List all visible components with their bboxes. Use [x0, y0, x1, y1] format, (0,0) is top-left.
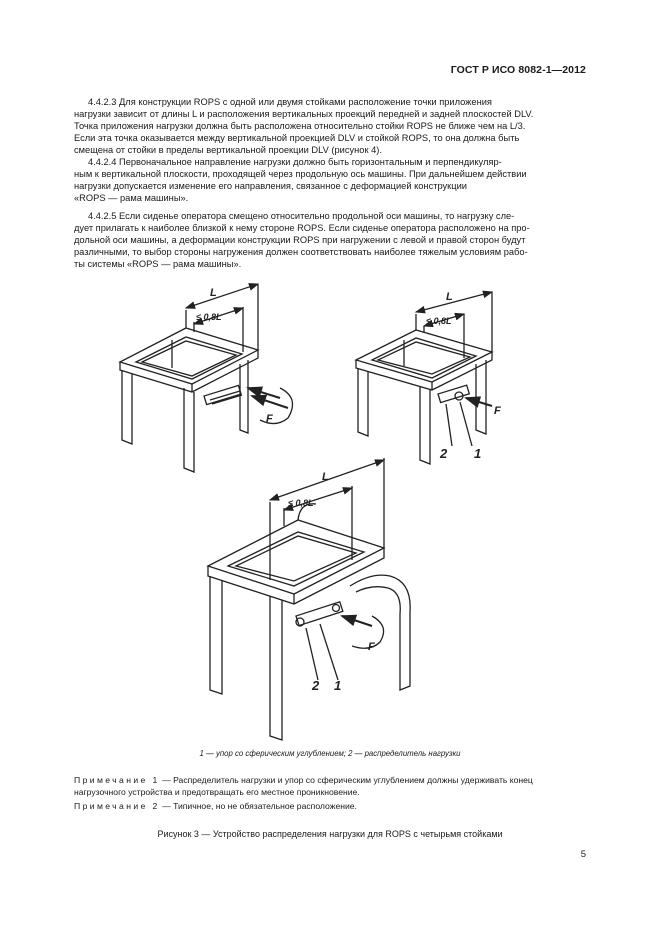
label-item1-b: 1	[474, 446, 482, 461]
label-length-c: L	[322, 471, 329, 483]
figure-legend: 1 — упор со сферическим углублением; 2 — распределитель нагрузки	[199, 749, 461, 758]
note-1	[74, 774, 586, 798]
text-line: 4.4.2.4 Первоначальное направление нагрузки должно быть горизонтальным и перпендикуляр-	[88, 157, 502, 167]
note-2-text: — Типичное, но не обязательное расположение.	[159, 801, 357, 811]
rops-drawing-c	[208, 358, 410, 740]
text-line: 4.4.2.3 Для конструкции ROPS с одной или двумя стойками расположение точки приложения	[88, 97, 492, 107]
label-item1-c: 1	[334, 678, 342, 693]
label-length-b: L	[446, 291, 453, 303]
label-force-b: F	[494, 405, 501, 417]
rops-drawing-b	[356, 292, 492, 464]
paragraph-4-4-2-3	[74, 96, 586, 156]
text-line: различными, то выбор стороны нагружения должен соответствовать наиболее тяжелым условиям рабо-	[74, 247, 528, 257]
paragraph-4-4-2-5	[74, 210, 586, 270]
label-offset-c: ≤ 0,8L	[288, 498, 314, 508]
label-length-a: L	[210, 287, 217, 299]
standard-header: ГОСТ Р ИСО 8082-1—2012	[450, 64, 586, 76]
text-line: Точка приложения нагрузки должна быть расположена относительно стойки ROPS не ближе чем на L/3.	[74, 121, 526, 131]
text-line: ным к вертикальной плоскости, проходящей через продольную ось машины. При дальнейшем действии	[74, 169, 527, 179]
label-offset-b: ≤ 0,8L	[426, 316, 452, 326]
text-line: нагрузки допускается изменение его направления, связанное с деформацией конструкции	[74, 181, 467, 191]
note-1-text: — Распределитель нагрузки и упор со сферическим углублением должны удерживать конец нагрузочного устройства и предотвращать его местное проникновение.	[74, 775, 533, 797]
label-force-c: F	[368, 641, 375, 653]
note-2	[74, 800, 586, 812]
text-line: «ROPS — рама машины».	[74, 193, 189, 203]
figure-caption: Рисунок 3 — Устройство распределения нагрузки для ROPS с четырьмя стойками	[157, 829, 503, 839]
note-2-label: Примечание 2	[74, 801, 160, 811]
figure-3	[0, 270, 661, 750]
paragraph-4-4-2-4	[74, 156, 586, 204]
label-item2-b: 2	[440, 446, 448, 461]
text-line: нагрузки зависит от длины L и расположения вертикальных проекций передней и задней плоскостей DLV.	[74, 109, 534, 119]
text-line: 4.4.2.5 Если сиденье оператора смещено относительно продольной оси машины, то нагрузку сле-	[88, 211, 515, 221]
text-line: дольной оси машины, а деформации конструкции ROPS при нагружении с левой и правой сторон будут	[74, 235, 526, 245]
text-line: смещена от стойки в пределы вертикальной проекции DLV (рисунок 4).	[74, 145, 382, 155]
label-item2-c: 2	[312, 678, 320, 693]
label-force-a: F	[266, 413, 273, 425]
figure-3-drawing	[0, 270, 661, 750]
page-number: 5	[580, 849, 586, 860]
note-1-label: Примечание 1	[74, 775, 160, 785]
text-line: Если эта точка оказывается между вертикальной проекцией DLV и стойкой ROPS, то она должна быть	[74, 133, 520, 143]
text-line: ты системы «ROPS — рама машины».	[74, 259, 242, 269]
label-offset-a: ≤ 0,8L	[196, 312, 222, 322]
text-line: дует прилагать к наиболее близкой к нему стороне ROPS. Если сиденье оператора расположено на про-	[74, 223, 530, 233]
